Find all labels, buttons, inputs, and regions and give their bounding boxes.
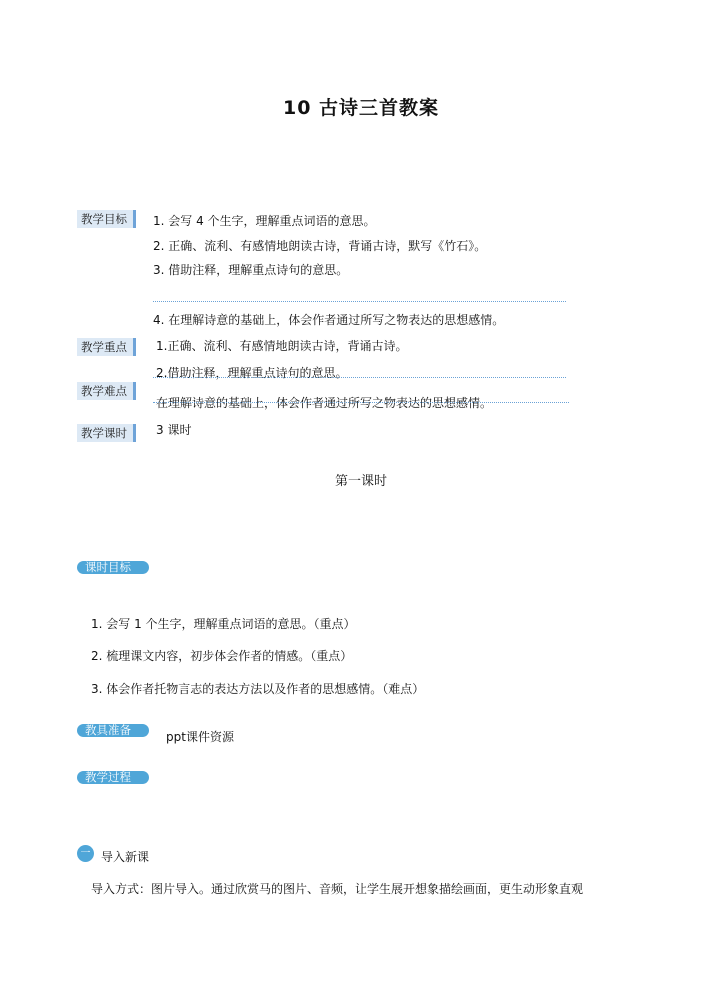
divider-line (153, 402, 569, 403)
key-point-item: 1.正确、流利、有感情地朗读古诗，背诵古诗。 (156, 339, 408, 353)
lesson-goal-label: 课时目标 (77, 561, 149, 574)
step-number-badge: 一 (77, 845, 94, 862)
objective-item: 1. 会写 4 个生字，理解重点词语的意思。 (153, 214, 376, 228)
lesson-goal-item: 2. 梳理课文内容，初步体会作者的情感。（重点） (91, 649, 353, 663)
prep-label: 教具准备 (77, 724, 149, 737)
divider-line (153, 301, 566, 302)
divider-line (153, 377, 566, 378)
intro-paragraph: 导入方式：图片导入。通过欣赏马的图片、音频，让学生展开想象描绘画面，更生动形象直观 (91, 882, 584, 896)
page-title: 10 古诗三首教案 (282, 97, 440, 119)
prep-text: ppt课件资源 (166, 730, 234, 744)
objective-item: 4. 在理解诗意的基础上，体会作者通过所写之物表达的思想感情。 (153, 313, 505, 327)
key-point-item: 2.借助注释，理解重点诗句的意思。 (156, 366, 348, 380)
hours-label: 教学课时 (77, 424, 136, 442)
objective-item: 3. 借助注释，理解重点诗句的意思。 (153, 263, 349, 277)
lesson-heading: 第一课时 (334, 474, 387, 489)
hours-text: 3 课时 (156, 423, 192, 437)
objective-item: 2. 正确、流利、有感情地朗读古诗，背诵古诗，默写《竹石》。 (153, 239, 487, 253)
key-points-label: 教学重点 (77, 338, 136, 356)
difficult-point-text: 在理解诗意的基础上，体会作者通过所写之物表达的思想感情。 (156, 396, 493, 410)
lesson-goal-item: 3. 体会作者托物言志的表达方法以及作者的思想感情。（难点） (91, 682, 425, 696)
objectives-label: 教学目标 (77, 210, 136, 228)
process-label: 教学过程 (77, 771, 149, 784)
step-title: 导入新课 (101, 850, 150, 864)
difficult-points-label: 教学难点 (77, 382, 136, 400)
lesson-goal-item: 1. 会写 1 个生字，理解重点词语的意思。（重点） (91, 617, 356, 631)
